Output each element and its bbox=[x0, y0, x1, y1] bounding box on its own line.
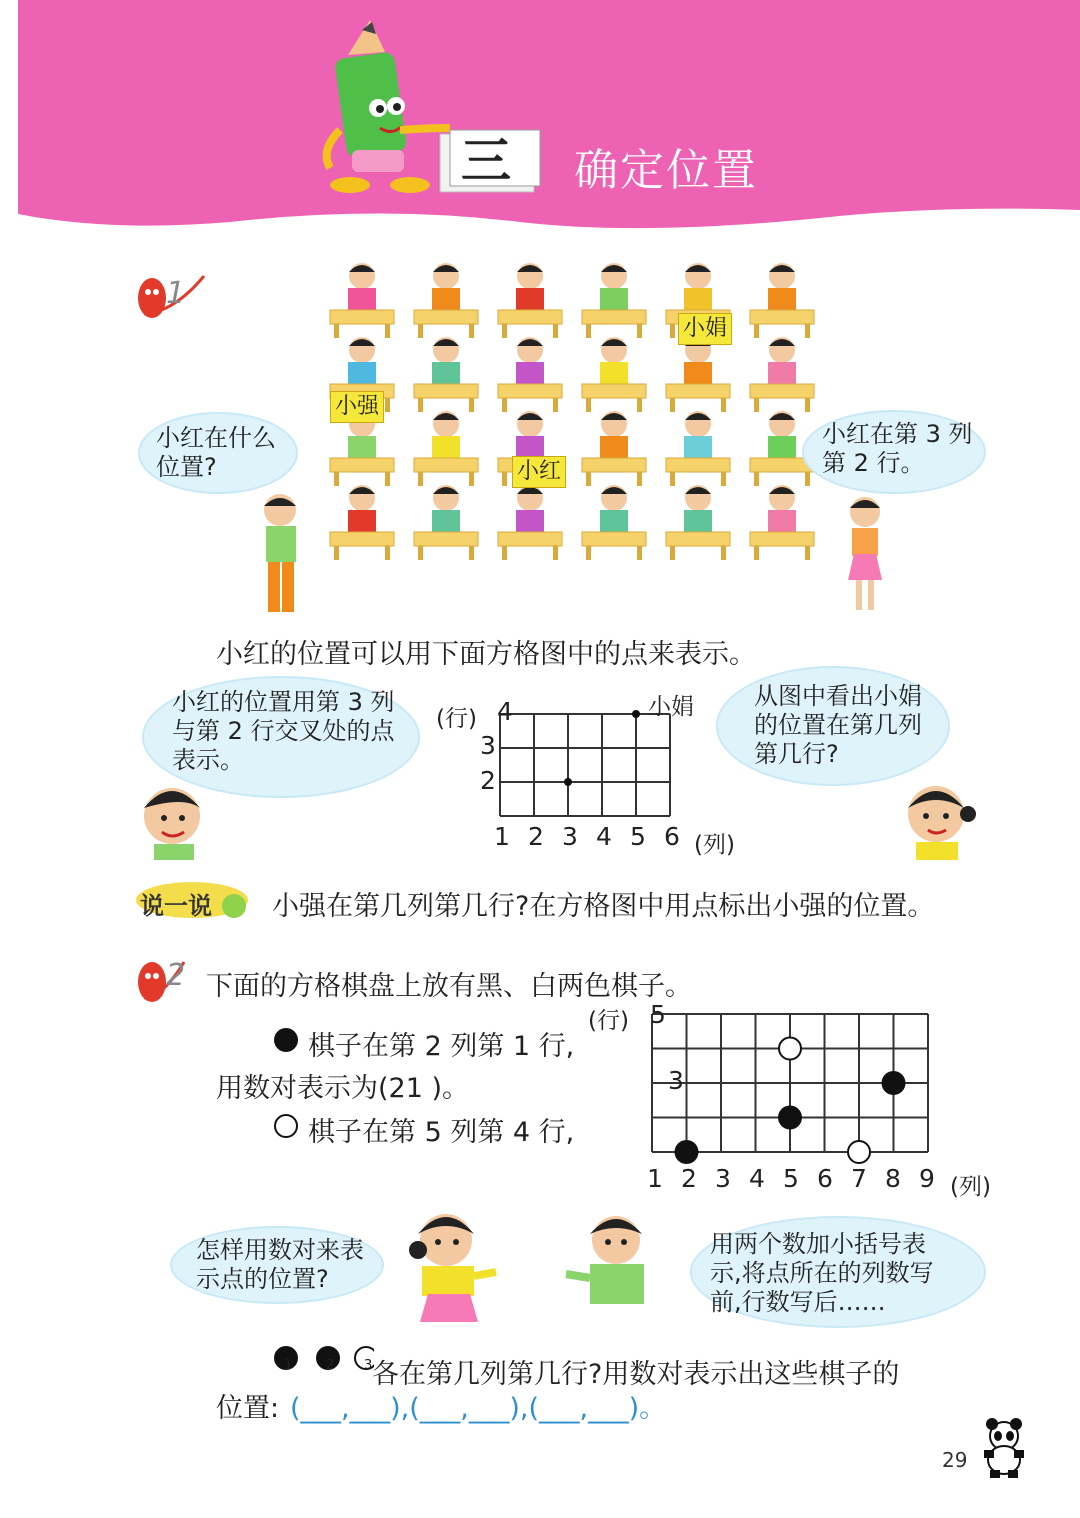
black-stone bbox=[882, 1071, 906, 1095]
student-desk bbox=[414, 263, 478, 338]
student-desk bbox=[750, 485, 814, 560]
panda-icon bbox=[976, 1418, 1032, 1480]
bubble-right-text: 小红在第 3 列 第 2 行。 bbox=[822, 420, 973, 477]
unit-number: 三 bbox=[461, 132, 511, 190]
example-2-question: 各在第几列第几行?用数对表示出这些棋子的 bbox=[372, 1359, 900, 1390]
grid1-col-label-6: 6 bbox=[664, 822, 680, 851]
answer-blanks[interactable]: (___,___),(___,___),(___,___)。 bbox=[290, 1393, 667, 1424]
marker-2: 2 bbox=[326, 1358, 335, 1373]
student-desk bbox=[414, 411, 478, 486]
student-desk bbox=[666, 337, 730, 412]
girl-standing-icon bbox=[830, 492, 900, 622]
student-desk bbox=[750, 263, 814, 338]
grid2-col-label-8: 8 bbox=[885, 1164, 901, 1193]
student-desk bbox=[666, 411, 730, 486]
black-stone bbox=[675, 1140, 699, 1164]
black-stone bbox=[778, 1106, 802, 1130]
girl-face-icon bbox=[894, 774, 980, 860]
grid1-col-label-2: 2 bbox=[528, 822, 544, 851]
grid2-col-label-9: 9 bbox=[919, 1164, 935, 1193]
student-desk bbox=[498, 485, 562, 560]
talk-question: 小强在第几列第几行?在方格图中用点标出小强的位置。 bbox=[272, 891, 935, 922]
grid1-col-label-3: 3 bbox=[562, 822, 578, 851]
grid2-row-label-3: 3 bbox=[668, 1066, 684, 1095]
student-desk bbox=[582, 485, 646, 560]
grid1-point bbox=[632, 710, 640, 718]
student-desk bbox=[330, 485, 394, 560]
bubble-boy-2-text: 用两个数加小括号表 示,将点所在的列数写 前,行数写后…… bbox=[710, 1230, 934, 1316]
grid2-row-label-5: 5 bbox=[650, 1000, 666, 1029]
student-desk bbox=[750, 337, 814, 412]
example-2-line3: 棋子在第 5 列第 4 行, bbox=[308, 1117, 575, 1148]
student-desk bbox=[414, 485, 478, 560]
bubble-girl-2-text: 怎样用数对来表 示点的位置? bbox=[196, 1236, 364, 1293]
grid2-col-label-1: 1 bbox=[647, 1164, 663, 1193]
student-desk bbox=[582, 263, 646, 338]
white-stone-icon bbox=[272, 1112, 300, 1140]
example-2-line2: 用数对表示为(21 )。 bbox=[216, 1073, 470, 1104]
student-desk bbox=[330, 263, 394, 338]
grid2-col-label-5: 5 bbox=[783, 1164, 799, 1193]
bubble-girl-text: 从图中看出小娟 的位置在第几列 第几行? bbox=[754, 682, 922, 768]
student-desk bbox=[498, 337, 562, 412]
example-2-line1: 棋子在第 2 列第 1 行, bbox=[308, 1031, 575, 1062]
marker-1: 1 bbox=[284, 1358, 293, 1373]
grid1-point bbox=[564, 778, 572, 786]
grid1-row-label-4: 4 bbox=[497, 697, 513, 726]
chapter-header bbox=[0, 0, 1080, 240]
example-2-number: 2 bbox=[166, 958, 186, 993]
student-desk bbox=[666, 485, 730, 560]
bubble-boy-text: 小红的位置用第 3 列 与第 2 行交叉处的点 表示。 bbox=[172, 688, 395, 774]
classroom-illustration bbox=[320, 250, 840, 600]
unit-title: 确定位置 bbox=[574, 145, 758, 196]
answer-label: 位置: bbox=[216, 1393, 280, 1424]
grid1-row-axis-label: (行) bbox=[436, 706, 477, 732]
student-desk bbox=[582, 411, 646, 486]
marker-3: 3 bbox=[364, 1358, 373, 1373]
grid2-col-label-7: 7 bbox=[851, 1164, 867, 1193]
white-stone bbox=[848, 1141, 870, 1163]
pink-banner bbox=[0, 0, 1080, 240]
grid1-col-label-1: 1 bbox=[494, 822, 510, 851]
grid2-col-label-3: 3 bbox=[715, 1164, 731, 1193]
grid1-col-label-5: 5 bbox=[630, 822, 646, 851]
label-xiaohong: 小红 bbox=[512, 456, 566, 488]
girl-pointing-icon bbox=[400, 1204, 500, 1324]
grid1-point-label: 小娟 bbox=[648, 694, 694, 720]
grid2-col-label-2: 2 bbox=[681, 1164, 697, 1193]
student-desk bbox=[414, 337, 478, 412]
white-stone bbox=[779, 1038, 801, 1060]
student-desk bbox=[498, 263, 562, 338]
grid2-col-axis-label: (列) bbox=[950, 1174, 991, 1200]
grid2-col-label-4: 4 bbox=[749, 1164, 765, 1193]
page-number: 29 bbox=[942, 1448, 968, 1472]
grid1-col-axis-label: (列) bbox=[694, 832, 735, 858]
label-xiaojuan: 小娟 bbox=[678, 313, 732, 345]
student-desk bbox=[582, 337, 646, 412]
black-stone-icon bbox=[272, 1026, 300, 1054]
boy-pointing-icon bbox=[560, 1206, 670, 1318]
example-2-intro: 下面的方格棋盘上放有黑、白两色棋子。 bbox=[206, 971, 692, 1002]
grid-chart-2 bbox=[640, 1000, 960, 1180]
example-1-number: 1 bbox=[166, 276, 186, 311]
grid1-row-label-3: 3 bbox=[480, 731, 496, 760]
boy-standing-icon bbox=[250, 490, 320, 620]
example-1-sentence: 小红的位置可以用下面方格图中的点来表示。 bbox=[216, 639, 756, 670]
grid1-col-label-4: 4 bbox=[596, 822, 612, 851]
grid2-row-axis-label: (行) bbox=[588, 1008, 629, 1034]
label-xiaoqiang: 小强 bbox=[330, 391, 384, 423]
boy-face-icon bbox=[134, 778, 214, 860]
bubble-left-text: 小红在什么 位置? bbox=[156, 424, 276, 481]
grid2-col-label-6: 6 bbox=[817, 1164, 833, 1193]
grid1-row-label-2: 2 bbox=[480, 766, 496, 795]
talk-badge-label: 说一说 bbox=[140, 892, 212, 920]
